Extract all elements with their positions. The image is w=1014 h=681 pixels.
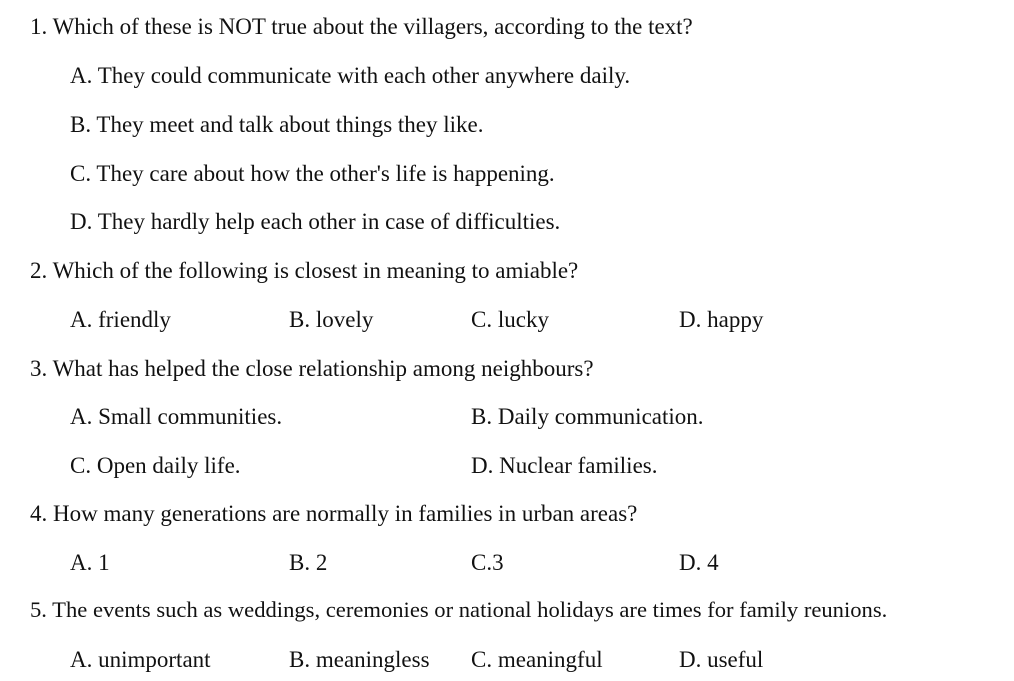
- question-3-stem: 3. What has helped the close relationship among neighbours?: [30, 356, 594, 381]
- question-3-option-b[interactable]: B. Daily communication.: [471, 404, 704, 429]
- question-1-option-b[interactable]: B. They meet and talk about things they like.: [70, 112, 484, 137]
- question-5-option-c[interactable]: C. meaningful: [471, 647, 603, 672]
- question-2-option-a[interactable]: A. friendly: [70, 307, 171, 332]
- question-3-option-a[interactable]: A. Small communities.: [70, 404, 283, 429]
- question-2-option-d[interactable]: D. happy: [679, 307, 764, 332]
- question-1-stem: 1. Which of these is NOT true about the villagers, according to the text?: [30, 14, 693, 39]
- question-2-stem: 2. Which of the following is closest in meaning to amiable?: [30, 258, 579, 283]
- question-2-option-c[interactable]: C. lucky: [471, 307, 549, 332]
- question-1-option-a[interactable]: A. They could communicate with each other anywhere daily.: [70, 63, 631, 88]
- question-5-option-d[interactable]: D. useful: [679, 647, 764, 672]
- question-4-option-a[interactable]: A. 1: [70, 550, 110, 575]
- question-4-option-b[interactable]: B. 2: [289, 550, 328, 575]
- question-1-option-d[interactable]: D. They hardly help each other in case of difficulties.: [70, 209, 561, 234]
- question-3-option-d[interactable]: D. Nuclear families.: [471, 453, 658, 478]
- question-3-option-c[interactable]: C. Open daily life.: [70, 453, 241, 478]
- question-5-option-b[interactable]: B. meaningless: [289, 647, 430, 672]
- question-1-option-c[interactable]: C. They care about how the other's life is happening.: [70, 161, 555, 186]
- question-4-stem: 4. How many generations are normally in families in urban areas?: [30, 501, 638, 526]
- question-4-option-c[interactable]: C.3: [471, 550, 504, 575]
- question-4-option-d[interactable]: D. 4: [679, 550, 719, 575]
- question-5-stem: 5. The events such as weddings, ceremonies or national holidays are times for family reunions.: [30, 597, 888, 622]
- question-5-option-a[interactable]: A. unimportant: [70, 647, 211, 672]
- question-2-option-b[interactable]: B. lovely: [289, 307, 374, 332]
